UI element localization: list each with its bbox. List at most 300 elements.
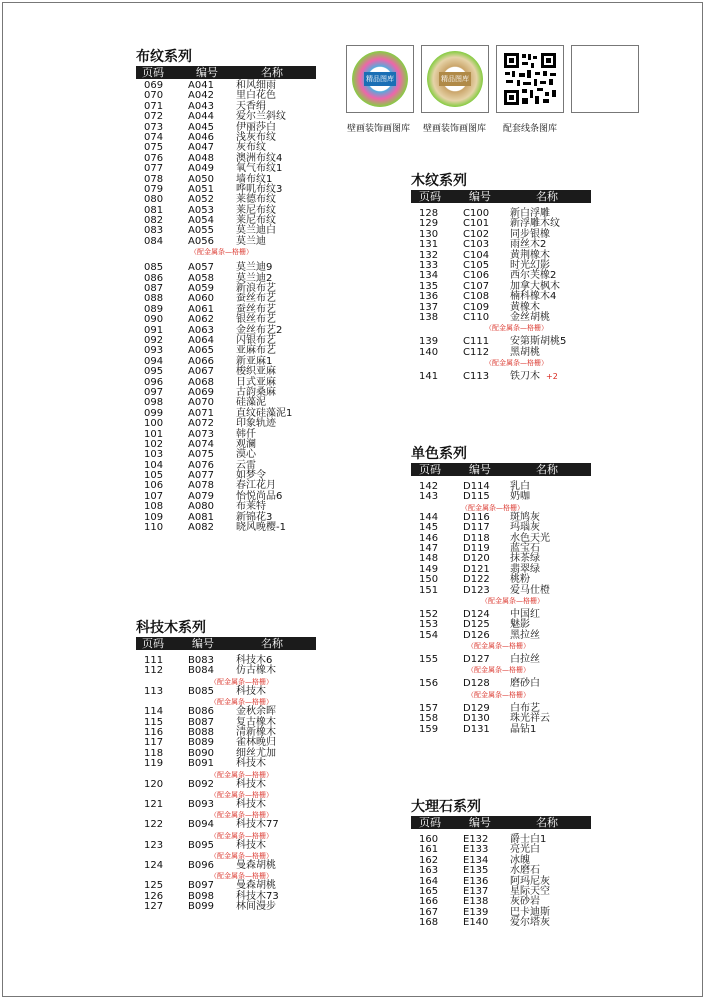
- item-name: 新浮雕木纹: [510, 218, 560, 230]
- item-code: B097: [188, 880, 214, 892]
- table-row: [411, 918, 591, 928]
- item-code: A064: [188, 334, 214, 346]
- item-name: 时光幻影: [510, 259, 550, 271]
- page-number: 144: [419, 511, 439, 523]
- item-code: C100: [463, 208, 490, 219]
- page-number: 088: [144, 293, 164, 305]
- item-name: 爵士白1: [510, 834, 547, 845]
- table-row: [411, 725, 591, 735]
- item-code: D130: [463, 713, 490, 725]
- table-row: [136, 718, 316, 728]
- item-code: C109: [463, 301, 490, 313]
- table-row: [136, 502, 316, 512]
- item-code: C112: [463, 346, 490, 358]
- qr-code-mural-1: [346, 45, 414, 113]
- table-row: [136, 513, 316, 523]
- item-name: 和风细雨: [236, 80, 276, 91]
- item-name: 氧气布纹1: [236, 163, 283, 175]
- qr-caption-1: 壁画装饰画图库: [347, 124, 411, 134]
- item-name: 莫兰迪2: [236, 272, 273, 284]
- item-code: D119: [463, 542, 490, 554]
- page-number: 142: [419, 481, 439, 492]
- table-row: [411, 845, 591, 855]
- page-number: 082: [144, 215, 164, 227]
- table-row: [411, 513, 591, 523]
- page-number: 106: [144, 480, 164, 492]
- page-number: 101: [144, 428, 164, 440]
- table-row: [411, 655, 591, 665]
- page-number: 156: [419, 678, 439, 690]
- item-code: A075: [188, 449, 214, 461]
- item-name: 黄荆橡木: [510, 249, 550, 261]
- item-name: 楠科橡木4: [510, 291, 557, 303]
- table-row: [411, 897, 591, 907]
- solid-rows: [411, 482, 591, 735]
- item-code: D117: [463, 522, 490, 534]
- item-name: 银丝布艺: [236, 314, 276, 326]
- item-code: A062: [188, 314, 214, 326]
- table-row: [136, 175, 316, 185]
- item-name: 抹茶绿: [510, 553, 540, 565]
- page-number: 160: [419, 834, 439, 845]
- item-name: 黄橡木: [510, 301, 540, 313]
- item-name: 黑胡桃: [510, 346, 540, 358]
- page-number: 159: [419, 723, 439, 735]
- page-number: 069: [144, 80, 164, 91]
- table-row: [411, 908, 591, 918]
- item-name: 哗叽布纹3: [236, 183, 283, 195]
- item-name: 玛瑙灰: [510, 522, 540, 534]
- item-name: 乳白: [510, 481, 530, 492]
- item-name: 澳洲布纹4: [236, 152, 283, 164]
- table-row: [411, 348, 591, 358]
- cloth-rows-part1: [136, 81, 316, 247]
- table-row: [136, 902, 316, 912]
- logo-text-2: 精品图库: [439, 72, 471, 86]
- page-number: 104: [144, 459, 164, 471]
- page-number: 150: [419, 574, 439, 586]
- item-name: 晶钻1: [510, 723, 537, 735]
- item-code: B093: [188, 798, 214, 810]
- table-row: [136, 326, 316, 336]
- item-name: 怡悦尚品6: [236, 490, 283, 502]
- item-name: 魅影: [510, 619, 530, 631]
- item-name: 金丝胡桃: [510, 311, 550, 323]
- item-name: 韩仟: [236, 428, 256, 440]
- item-name: 春江花月: [236, 480, 276, 492]
- item-code: C104: [463, 249, 490, 261]
- logo-text-1: 精品图库: [364, 72, 396, 86]
- item-name: 布莱特: [236, 501, 266, 513]
- item-name: 细丝尤加: [236, 747, 276, 759]
- page-number: 075: [144, 142, 164, 154]
- section-marble: [411, 798, 591, 929]
- table-row: [136, 687, 316, 697]
- item-code: A082: [188, 522, 214, 534]
- page-number: 131: [419, 239, 439, 251]
- table-row: [411, 866, 591, 876]
- item-name: 硅藻泥: [236, 397, 266, 409]
- item-code: A055: [188, 225, 214, 237]
- page-number: 091: [144, 324, 164, 336]
- page-number: 080: [144, 194, 164, 206]
- item-name: 爱尔塔灰: [510, 917, 550, 929]
- item-code: A057: [188, 262, 214, 274]
- qr-code-trim: [496, 45, 564, 113]
- table-row: [136, 91, 316, 101]
- table-row: [136, 409, 316, 419]
- table-row: [411, 219, 591, 229]
- table-row: [411, 271, 591, 281]
- table-row: [136, 274, 316, 284]
- table-row: [136, 195, 316, 205]
- item-name: 金丝布艺2: [236, 324, 283, 336]
- note-metal-strip: （配金属条—格栅）: [210, 698, 273, 707]
- item-code: A050: [188, 173, 214, 185]
- table-row: [136, 759, 316, 769]
- table-row: [136, 728, 316, 738]
- page-number: 081: [144, 204, 164, 216]
- cloth-rows-part2: [136, 263, 316, 533]
- table-row: [411, 209, 591, 219]
- table-row: [136, 164, 316, 174]
- page-number: 105: [144, 470, 164, 482]
- note-metal-strip: （配金属条—格栅）: [467, 666, 530, 675]
- item-name: 雀林晚归: [236, 737, 276, 749]
- table-row: [136, 881, 316, 891]
- item-code: A079: [188, 490, 214, 502]
- item-code: C110: [463, 311, 490, 323]
- item-name: 水磨石: [510, 865, 540, 877]
- table-row: [136, 154, 316, 164]
- page-number: 074: [144, 131, 164, 143]
- table-row: [136, 861, 316, 871]
- item-code: B086: [188, 706, 214, 718]
- item-code: A077: [188, 470, 214, 482]
- page-number: 100: [144, 418, 164, 430]
- item-code: A045: [188, 121, 214, 133]
- table-row: [411, 575, 591, 585]
- page-number: 071: [144, 100, 164, 112]
- page-number: 108: [144, 501, 164, 513]
- item-code: A059: [188, 283, 214, 295]
- table-row: [136, 284, 316, 294]
- item-code: B083: [188, 655, 214, 666]
- item-name: 水色天光: [510, 532, 550, 544]
- page-number: 078: [144, 173, 164, 185]
- table-row: [411, 230, 591, 240]
- item-code: A070: [188, 397, 214, 409]
- item-name: 曼森胡桃: [236, 860, 276, 872]
- item-name: 金秋余晖: [236, 706, 276, 718]
- item-code: A066: [188, 355, 214, 367]
- table-row: [136, 738, 316, 748]
- item-code: A042: [188, 90, 214, 102]
- table-row: [136, 440, 316, 450]
- page-number: 087: [144, 283, 164, 295]
- table-row: [136, 666, 316, 676]
- page-number: 107: [144, 490, 164, 502]
- page-number: 137: [419, 301, 439, 313]
- item-name: 古韵桑麻: [236, 386, 276, 398]
- item-name: 斑鸠灰: [510, 511, 540, 523]
- item-code: C105: [463, 259, 490, 271]
- table-row: [136, 102, 316, 112]
- item-code: B099: [188, 901, 214, 913]
- item-name: 科技木: [236, 798, 266, 810]
- item-name: 观澜: [236, 438, 256, 450]
- section-tech-wood: [136, 619, 316, 913]
- table-row: [136, 336, 316, 346]
- table-header: 页码 编号 名称: [136, 66, 316, 79]
- page-number: 134: [419, 270, 439, 282]
- item-name: 阿玛尼灰: [510, 875, 550, 887]
- table-header: 页码 编号 名称: [136, 637, 316, 650]
- page-number: 112: [144, 665, 164, 677]
- page-number: 167: [419, 906, 439, 918]
- note-metal-strip: （配金属条—格栅）: [461, 503, 524, 512]
- item-name: 日式亚麻: [236, 376, 276, 388]
- page-number: 140: [419, 346, 439, 358]
- item-code: D116: [463, 511, 490, 523]
- page-number: 135: [419, 280, 439, 292]
- item-name: 伊丽莎白: [236, 121, 276, 133]
- item-name: 同步银橡: [510, 228, 550, 240]
- page-number: 093: [144, 345, 164, 357]
- item-name: 里白花色: [236, 90, 276, 102]
- item-code: A061: [188, 303, 214, 315]
- item-code: A043: [188, 100, 214, 112]
- item-code: A051: [188, 183, 214, 195]
- wood-rows: [411, 209, 591, 382]
- item-name: 莫兰迪: [236, 235, 266, 247]
- item-code: B095: [188, 839, 214, 851]
- note-metal-strip: （配金属条—格栅）: [485, 359, 548, 368]
- table-row: [411, 835, 591, 845]
- item-name: 墙布纹1: [236, 173, 273, 185]
- item-code: B090: [188, 747, 214, 759]
- table-row: [136, 707, 316, 717]
- page-number: 084: [144, 235, 164, 247]
- item-name: 莱德布纹: [236, 194, 276, 206]
- table-row: [136, 81, 316, 91]
- section-cloth: [136, 48, 316, 533]
- page-number: 086: [144, 272, 164, 284]
- table-row: [411, 492, 591, 502]
- item-code: A074: [188, 438, 214, 450]
- page-number: 085: [144, 262, 164, 274]
- table-row: [136, 315, 316, 325]
- note-metal-strip: （配金属条—格栅）: [210, 872, 273, 881]
- page-number: 095: [144, 366, 164, 378]
- item-name: 星际天空: [510, 885, 550, 897]
- item-code: A046: [188, 131, 214, 143]
- table-header: 页码 编号 名称: [411, 816, 591, 829]
- page-number: 098: [144, 397, 164, 409]
- page-number: 119: [144, 758, 164, 770]
- item-code: A053: [188, 204, 214, 216]
- item-name: 莫兰迪白: [236, 225, 276, 237]
- item-name: 巴卡迪斯: [510, 906, 550, 918]
- item-name: 科技木: [236, 758, 266, 770]
- marble-rows: [411, 835, 591, 929]
- item-name: 安第斯胡桃5: [510, 336, 567, 348]
- section-title-wood: 木纹系列: [411, 173, 467, 189]
- page-number: 136: [419, 291, 439, 303]
- item-code: E133: [463, 844, 489, 856]
- page-number: 166: [419, 896, 439, 908]
- item-name: 新亚麻1: [236, 355, 273, 367]
- table-row: [136, 216, 316, 226]
- page-number: 164: [419, 875, 439, 887]
- table-row: [411, 631, 591, 641]
- item-name: 如梦令: [236, 470, 266, 482]
- item-name: 莱尼布纹: [236, 215, 276, 227]
- item-code: A076: [188, 459, 214, 471]
- page-number: 110: [144, 522, 164, 534]
- page-number: 089: [144, 303, 164, 315]
- item-name: 仿古橡木: [236, 665, 276, 677]
- page-number: 114: [144, 706, 164, 718]
- item-code: A041: [188, 80, 214, 91]
- tech-rows: [136, 656, 316, 913]
- item-code: A056: [188, 235, 214, 247]
- item-code: D118: [463, 532, 490, 544]
- page-number: 149: [419, 563, 439, 575]
- page-number: 090: [144, 314, 164, 326]
- table-row: [136, 112, 316, 122]
- table-row: [411, 282, 591, 292]
- item-code: C101: [463, 218, 490, 230]
- table-row: [411, 240, 591, 250]
- table-row: [136, 367, 316, 377]
- item-name: 爱尔兰斜纹: [236, 111, 286, 123]
- item-code: B089: [188, 737, 214, 749]
- page-number: 141: [419, 371, 439, 383]
- item-name: 清新橡木: [236, 726, 276, 738]
- item-name: 亮光白: [510, 844, 540, 856]
- item-code: E135: [463, 865, 489, 877]
- page-number: 163: [419, 865, 439, 877]
- table-row: [411, 877, 591, 887]
- item-name: 爱马仕橙: [510, 584, 550, 596]
- page-number: 152: [419, 608, 439, 620]
- item-code: D127: [463, 654, 490, 666]
- table-row: [136, 492, 316, 502]
- page-number: 092: [144, 334, 164, 346]
- item-name: 晓风晚樱-1: [236, 522, 286, 534]
- table-row: [411, 482, 591, 492]
- table-row: [411, 523, 591, 533]
- section-title-solid: 单色系列: [411, 446, 467, 462]
- item-code: B094: [188, 819, 214, 831]
- page-number: 145: [419, 522, 439, 534]
- table-row: [411, 586, 591, 596]
- page-number: 146: [419, 532, 439, 544]
- table-row: [411, 565, 591, 575]
- page-number: 077: [144, 163, 164, 175]
- item-name: 奶咖: [510, 491, 530, 503]
- item-name: 雨丝木2: [510, 239, 547, 251]
- note-metal-strip: （配金属条—格栅）: [210, 770, 273, 779]
- table-row: [411, 856, 591, 866]
- table-header: 页码 编号 名称: [411, 190, 591, 203]
- table-row: [136, 305, 316, 315]
- item-name: 白布艺: [510, 702, 540, 714]
- item-name: 加拿大枫木: [510, 280, 560, 292]
- item-name: 灰布纹: [236, 142, 266, 154]
- item-name: 科技木73: [236, 890, 279, 902]
- qr-caption-3: 配套线条图库: [503, 124, 558, 134]
- item-name: 西尔芙橡2: [510, 270, 557, 282]
- item-code: A073: [188, 428, 214, 440]
- table-row: [136, 481, 316, 491]
- item-code: A052: [188, 194, 214, 206]
- item-code: C111: [463, 336, 490, 348]
- page-number: 073: [144, 121, 164, 133]
- page-number: 099: [144, 407, 164, 419]
- page-number: 111: [144, 655, 164, 666]
- page-number: 161: [419, 844, 439, 856]
- item-code: D123: [463, 584, 490, 596]
- item-name: 闪银布艺: [236, 334, 276, 346]
- page-number: 162: [419, 854, 439, 866]
- item-name: 铁刀木: [510, 371, 540, 383]
- page-number: 094: [144, 355, 164, 367]
- item-name: 珠光祥云: [510, 713, 550, 725]
- page-number: 129: [419, 218, 439, 230]
- item-code: D122: [463, 574, 490, 586]
- table-row: [136, 226, 316, 236]
- table-row: [411, 337, 591, 347]
- item-code: C107: [463, 280, 490, 292]
- page-number: 125: [144, 880, 164, 892]
- item-code: D120: [463, 553, 490, 565]
- item-code: B085: [188, 685, 214, 697]
- page-number: 072: [144, 111, 164, 123]
- page-number: 127: [144, 901, 164, 913]
- table-row: [411, 313, 591, 323]
- item-name: 浅灰布纹: [236, 131, 276, 143]
- item-name: 蚕丝布艺: [236, 293, 276, 305]
- item-code: A072: [188, 418, 214, 430]
- table-row: [136, 749, 316, 759]
- table-row: [136, 656, 316, 666]
- table-row: [411, 544, 591, 554]
- table-row: [136, 378, 316, 388]
- section-title-marble: 大理石系列: [411, 799, 481, 815]
- item-name: 天香绢: [236, 100, 266, 112]
- table-row: [136, 294, 316, 304]
- item-code: A060: [188, 293, 214, 305]
- item-code: D115: [463, 491, 490, 503]
- page-number: 070: [144, 90, 164, 102]
- item-code: B091: [188, 758, 214, 770]
- item-code: D121: [463, 563, 490, 575]
- qr-pattern-icon: [497, 46, 563, 112]
- table-row: [411, 887, 591, 897]
- note-metal-strip: （配金属条—格栅）: [190, 248, 253, 257]
- page-number: 117: [144, 737, 164, 749]
- item-code: C113: [463, 371, 490, 383]
- page-number: 115: [144, 716, 164, 728]
- item-code: A047: [188, 142, 214, 154]
- item-code: D125: [463, 619, 490, 631]
- item-name: 科技木77: [236, 819, 279, 831]
- item-name: 梭织亚麻: [236, 366, 276, 378]
- item-code: C108: [463, 291, 490, 303]
- item-code: A081: [188, 511, 214, 523]
